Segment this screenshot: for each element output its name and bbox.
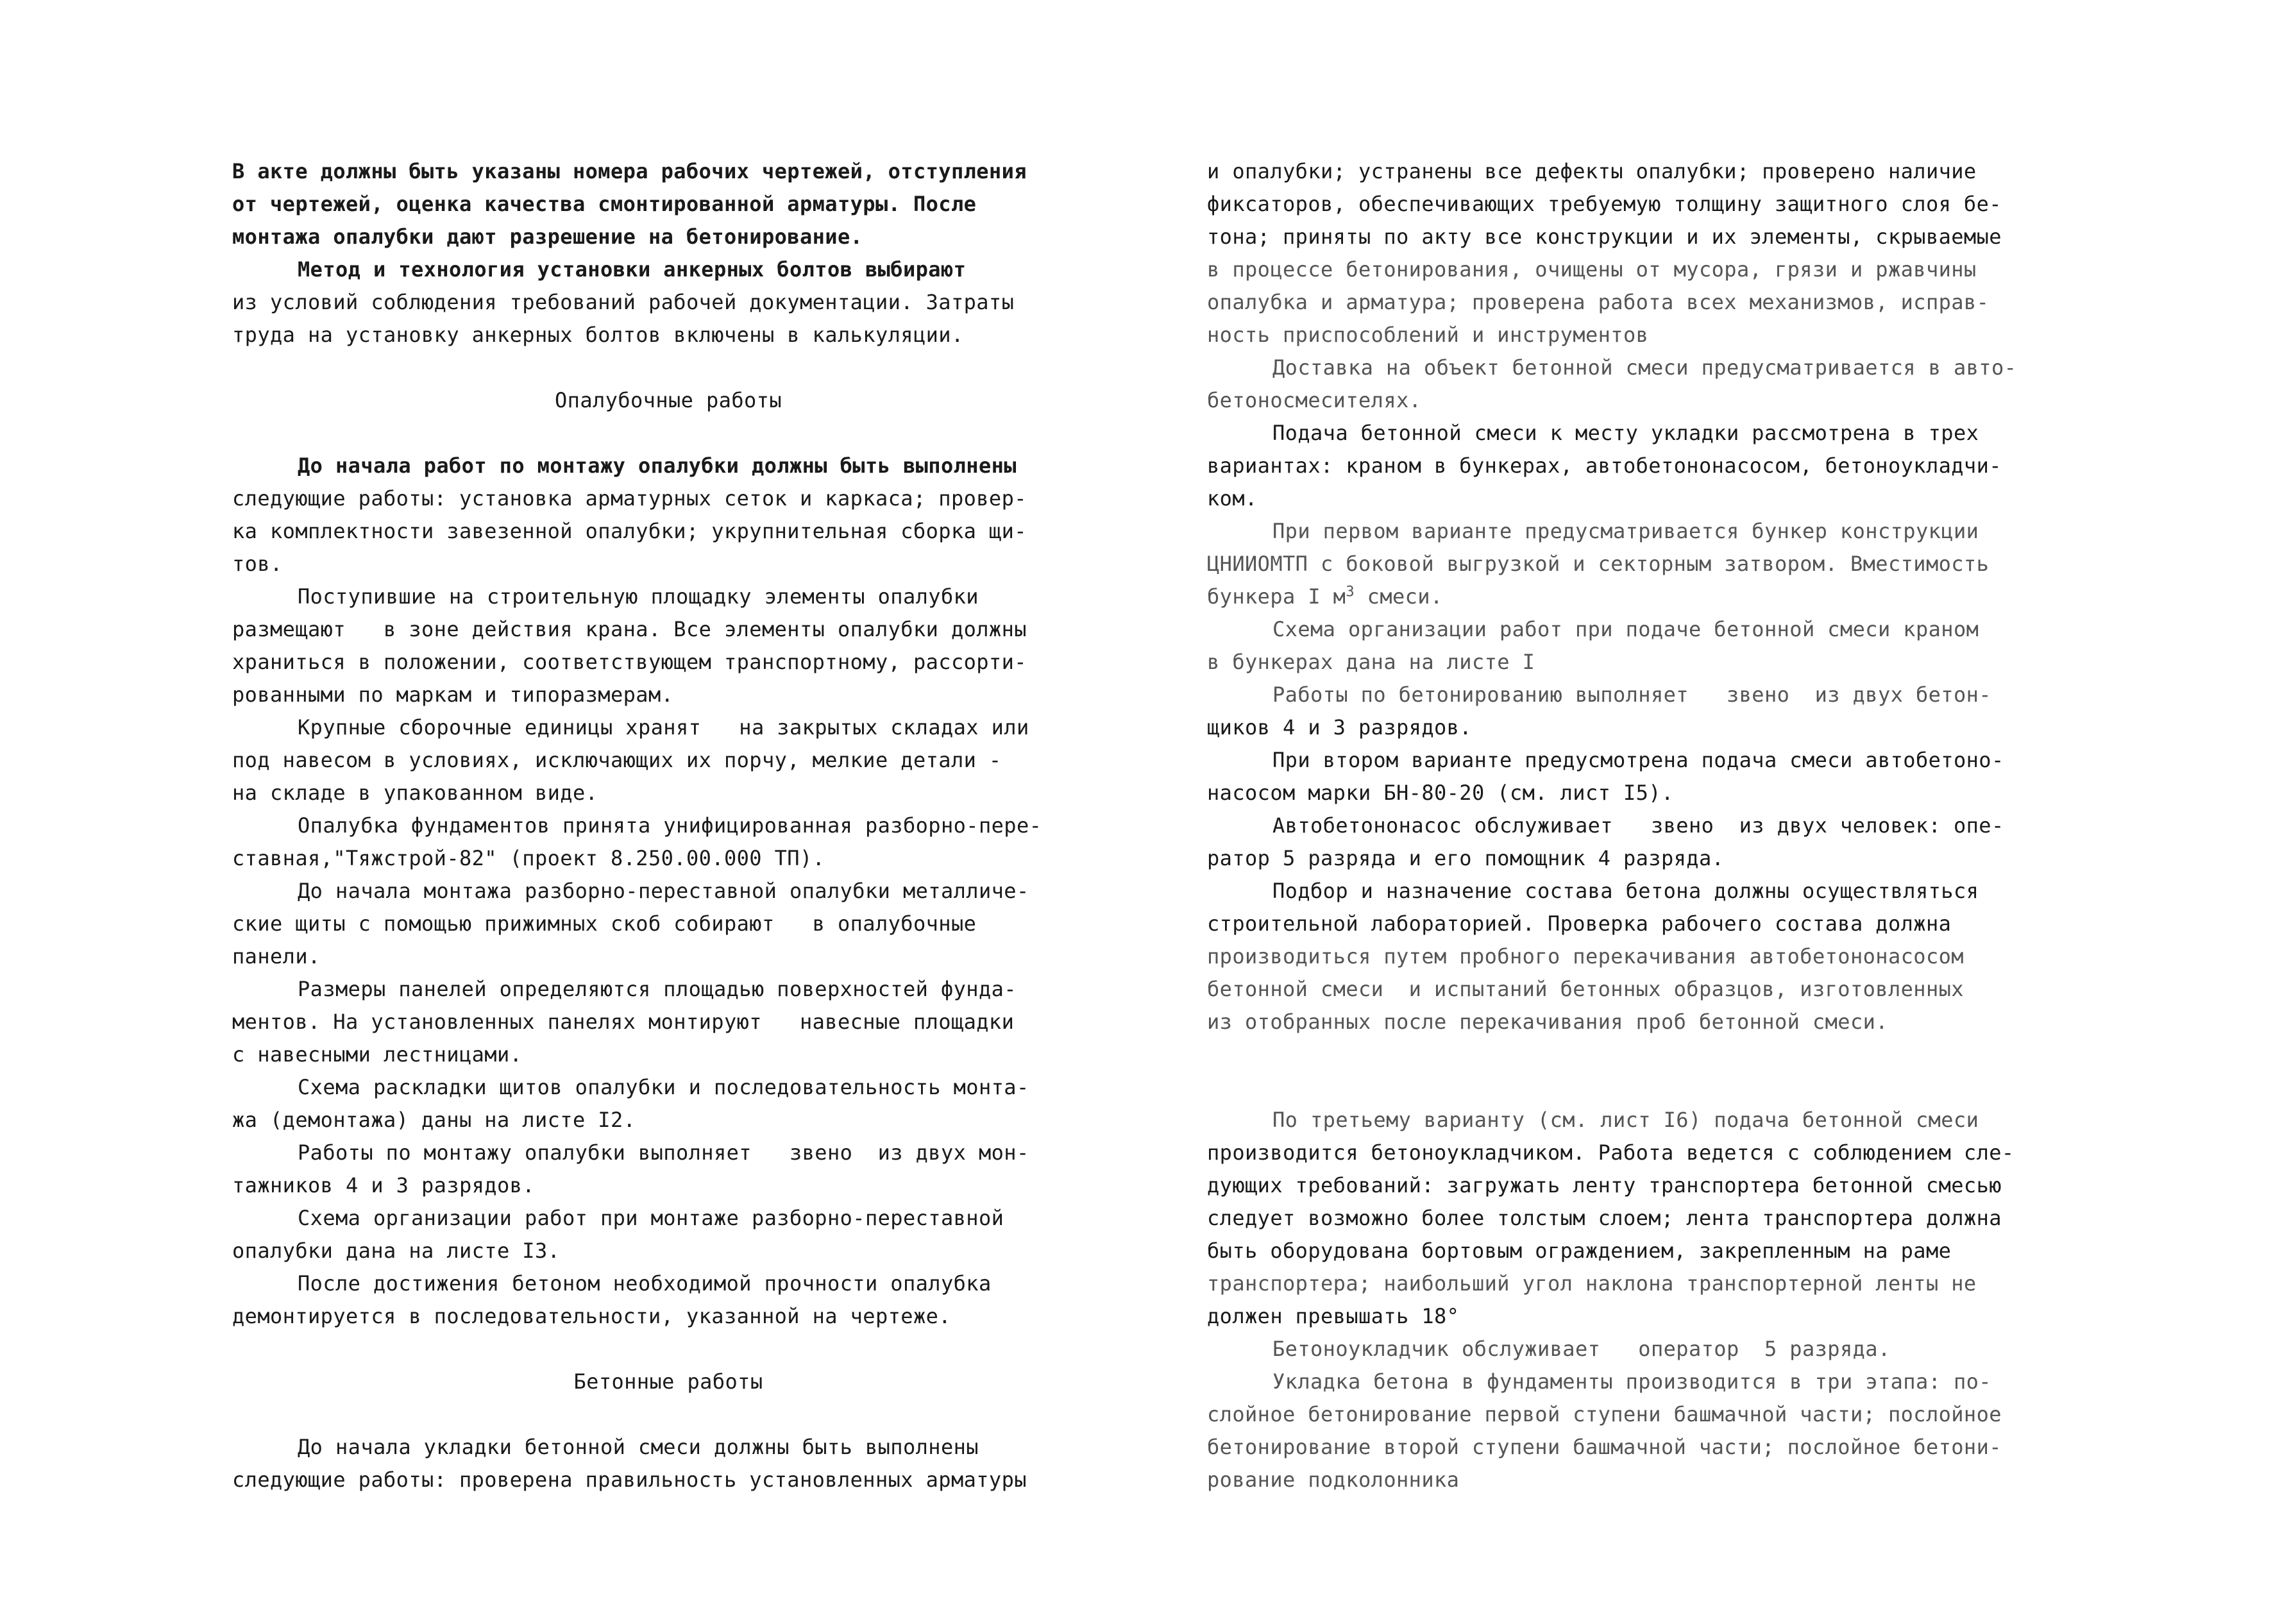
- section-heading-concrete: Бетонные работы: [573, 1369, 763, 1394]
- text-fragment: бункера I м: [1207, 584, 1346, 609]
- text-line: рованными по маркам и типоразмерам.: [232, 682, 674, 707]
- text-line: Подбор и назначение состава бетона должны осуществляться: [1272, 879, 1979, 903]
- spacer: [232, 1333, 1104, 1366]
- spacer: [232, 417, 1104, 450]
- paragraph-delivery: [1207, 351, 2079, 417]
- paragraph-installation-crew: [232, 1137, 1104, 1202]
- text-line: труда на установку анкерных болтов включены в калькуляции.: [232, 323, 964, 347]
- text-line: бетонирование второй ступени башмачной части; послойное бетони-: [1207, 1435, 2002, 1459]
- text-line: опалубки дана на листе I3.: [232, 1239, 561, 1263]
- text-line: в процессе бетонирования, очищены от мусора, грязи и ржавчины: [1207, 257, 1977, 282]
- text-line: дующих требований: загружать ленту транспортера бетонной смесью: [1207, 1173, 2002, 1197]
- text-line: размещают в зоне действия крана. Все элементы опалубки должны: [232, 617, 1027, 641]
- paragraph-act-requirements: [232, 155, 1104, 253]
- text-line: в бункерах дана на листе I: [1207, 650, 1535, 674]
- text-line: Поступившие на строительную площадку элементы опалубки: [298, 584, 979, 609]
- text-line: ком.: [1207, 486, 1258, 511]
- text-line: Метод и технология установки анкерных болтов выбирают: [298, 257, 967, 282]
- text-line: тов.: [232, 552, 283, 576]
- text-line: вариантах: краном в бункерах, автобетононасосом, бетоноукладчи-: [1207, 453, 2002, 478]
- text-line: монтажа опалубки дают разрешение на бетонирование.: [232, 224, 863, 249]
- text-line: следующие работы: проверена правильность установленных арматуры: [232, 1468, 1027, 1492]
- text-line: Подача бетонной смеси к месту укладки рассмотрена в трех: [1272, 421, 1979, 445]
- text-line: из условий соблюдения требований рабочей документации. Затраты: [232, 290, 1015, 314]
- text-line: Доставка на объект бетонной смеси предусматривается в авто-: [1272, 355, 2017, 380]
- text-line: жа (демонтажа) даны на листе I2.: [232, 1108, 636, 1132]
- text-line: храниться в положении, соответствующем транспортному, рассорти-: [232, 650, 1027, 674]
- paragraph-second-variant: [1207, 744, 2079, 809]
- paragraph-panel-assembly: [232, 875, 1104, 973]
- text-line: ратор 5 разряда и его помощник 4 разряда.: [1207, 846, 1725, 870]
- text-line: следующие работы: установка арматурных сеток и каркаса; провер-: [232, 486, 1027, 511]
- text-line: В акте должны быть указаны номера рабочих чертежей, отступления: [232, 159, 1027, 183]
- text-line: производится бетоноукладчиком. Работа ведется с соблюдением сле-: [1207, 1140, 2015, 1165]
- text-line: от чертежей, оценка качества смонтированной арматуры. После: [232, 192, 977, 216]
- text-line: Укладка бетона в фундаменты производится в три этапа: по-: [1272, 1369, 1991, 1394]
- text-line: [1207, 580, 2079, 613]
- paragraph-concrete-checks: [1207, 155, 2079, 351]
- text-line: Схема организации работ при монтаже разборно-переставной: [298, 1206, 1004, 1230]
- text-line: ские щиты с помощью прижимных скоб собирают в опалубочные: [232, 911, 977, 936]
- text-line: фиксаторов, обеспечивающих требуемую толщину защитного слоя бе-: [1207, 192, 2002, 216]
- text-line: До начала монтажа разборно-переставной опалубки металличе-: [298, 879, 1029, 903]
- text-line: Схема раскладки щитов опалубки и последовательность монта-: [298, 1075, 1029, 1099]
- paragraph-formwork-preparation: [232, 450, 1104, 580]
- text-line: транспортера; наибольший угол наклона транспортерной ленты не: [1207, 1271, 1977, 1296]
- text-line: По третьему варианту (см. лист I6) подача бетонной смеси: [1272, 1108, 1979, 1132]
- text-line: на складе в упакованном виде.: [232, 781, 598, 805]
- text-line: с навесными лестницами.: [232, 1042, 523, 1067]
- text-line: следует возможно более толстым слоем; лента транспортера должна: [1207, 1206, 2002, 1230]
- text-line: ность приспособлений и инструментов: [1207, 323, 1649, 347]
- spacer: [232, 351, 1104, 384]
- paragraph-layout-scheme: [232, 1071, 1104, 1137]
- paragraph-dismantling: [232, 1267, 1104, 1333]
- section-heading-formwork: Опалубочные работы: [555, 388, 782, 412]
- text-line: Схема организации работ при подаче бетонной смеси краном: [1272, 617, 1979, 641]
- spacer: [232, 1398, 1104, 1431]
- left-column: [232, 155, 1104, 1496]
- paragraph-anchor-bolts: [232, 253, 1104, 351]
- text-line: производиться путем пробного перекачивания автобетононасосом: [1207, 944, 1964, 968]
- text-line: После достижения бетоном необходимой прочности опалубка: [298, 1271, 992, 1296]
- superscript: 3: [1346, 584, 1355, 600]
- paragraph-panel-sizes: [232, 973, 1104, 1071]
- text-line: Опалубка фундаментов принята унифицированная разборно-пере-: [298, 813, 1042, 838]
- text-line: ка комплектности завезенной опалубки; укрупнительная сборка щи-: [232, 519, 1027, 543]
- text-line: демонтируется в последовательности, указанной на чертеже.: [232, 1304, 951, 1328]
- paragraph-concrete-composition: [1207, 875, 2079, 1038]
- text-line: Автобетононасос обслуживает звено из двух человек: опе-: [1272, 813, 2004, 838]
- paragraph-work-organization: [232, 1202, 1104, 1267]
- spacer: [1207, 1038, 2079, 1104]
- text-line: ставная,"Тяжстрой-82" (проект 8.250.00.000 ТП).: [232, 846, 825, 870]
- text-line: панели.: [232, 944, 321, 968]
- text-line: При втором варианте предусмотрена подача смеси автобетоно-: [1272, 748, 2004, 772]
- text-line: ментов. На установленных панелях монтируют навесные площадки: [232, 1010, 1015, 1034]
- text-line: тажников 4 и 3 разрядов.: [232, 1173, 535, 1197]
- text-line: слойное бетонирование первой ступени башмачной части; послойное: [1207, 1402, 2002, 1426]
- paragraph-crane-scheme: [1207, 613, 2079, 679]
- paragraph-third-variant: [1207, 1104, 2079, 1333]
- text-line: Крупные сборочные единицы хранят на закрытых складах или: [298, 715, 1029, 740]
- paragraph-first-variant: [1207, 515, 2079, 613]
- text-line: Бетоноукладчик обслуживает оператор 5 разряда.: [1272, 1337, 1891, 1361]
- text-line: щиков 4 и 3 разрядов.: [1207, 715, 1472, 740]
- paragraph-concrete-preparation: [232, 1431, 1104, 1496]
- paragraph-formwork-storage: [232, 580, 1104, 711]
- text-line: тона; приняты по акту все конструкции и их элементы, скрываемые: [1207, 224, 2002, 249]
- paragraph-paver-crew: [1207, 1333, 2079, 1366]
- paragraph-assembly-units: [232, 711, 1104, 809]
- text-line: и опалубки; устранены все дефекты опалубки; проверено наличие: [1207, 159, 1977, 183]
- right-column: [1207, 155, 2079, 1496]
- text-line: быть оборудована бортовым ограждением, закрепленным на раме: [1207, 1239, 1952, 1263]
- text-line: Работы по бетонированию выполняет звено из двух бетон-: [1272, 682, 1991, 707]
- text-line: опалубка и арматура; проверена работа всех механизмов, исправ-: [1207, 290, 1990, 314]
- text-line: При первом варианте предусматривается бункер конструкции: [1272, 519, 1979, 543]
- text-line: должен превышать 18°: [1207, 1304, 1460, 1328]
- paragraph-concrete-crew: [1207, 679, 2079, 744]
- text-line: под навесом в условиях, исключающих их порчу, мелкие детали -: [232, 748, 1002, 772]
- text-line: Размеры панелей определяются площадью поверхностей фунда-: [298, 977, 1017, 1001]
- text-line: До начала работ по монтажу опалубки должны быть выполнены: [298, 453, 1017, 478]
- text-line: бетонной смеси и испытаний бетонных образцов, изготовленных: [1207, 977, 1964, 1001]
- text-line: ЦНИИОМТП с боковой выгрузкой и секторным затвором. Вместимость: [1207, 552, 1990, 576]
- text-line: Работы по монтажу опалубки выполняет звено из двух мон-: [298, 1140, 1029, 1165]
- text-line: рование подколонника: [1207, 1468, 1460, 1492]
- text-line: строительной лабораторией. Проверка рабочего состава должна: [1207, 911, 1952, 936]
- paragraph-foundation-formwork: [232, 809, 1104, 875]
- text-line: бетоносмесителях.: [1207, 388, 1422, 412]
- paragraph-supply-variants: [1207, 417, 2079, 515]
- text-line: насосом марки БН-80-20 (см. лист I5).: [1207, 781, 1674, 805]
- text-line: из отобранных после перекачивания проб бетонной смеси.: [1207, 1010, 1888, 1034]
- paragraph-placement-stages: [1207, 1366, 2079, 1496]
- paragraph-pump-crew: [1207, 809, 2079, 875]
- text-line: До начала укладки бетонной смеси должны быть выполнены: [298, 1435, 979, 1459]
- text-fragment: смеси.: [1354, 584, 1443, 609]
